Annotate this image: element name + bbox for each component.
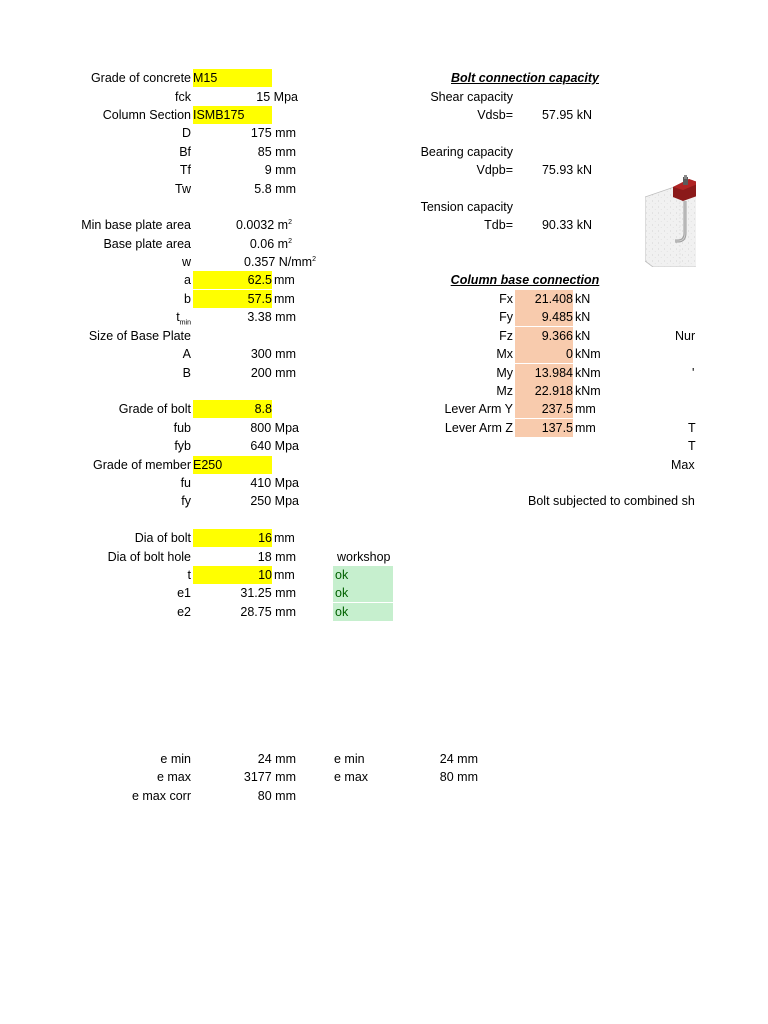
- value-fu: 410 Mpa: [250, 476, 299, 490]
- label-fu: fu: [180, 476, 191, 490]
- label-e-min: e min: [160, 752, 191, 766]
- label-e-max: e max: [156, 770, 191, 784]
- value-vdsb: 57.95 kN: [541, 108, 592, 122]
- label-e1: e1: [177, 586, 191, 600]
- unit-mx: kNm: [575, 347, 601, 361]
- label-fck: fck: [175, 90, 191, 104]
- label-dia-of-bolt-hole: Dia of bolt hole: [107, 550, 191, 564]
- label-mx: Mx: [496, 347, 513, 361]
- anchor-bolt-3d-illustration-icon: [645, 175, 696, 267]
- value-base-plate-area: 0.06 $m^2$: [249, 237, 292, 251]
- unit-a: mm: [274, 273, 295, 287]
- label-b: b: [184, 292, 191, 306]
- label-Bf: Bf: [179, 145, 191, 159]
- label-vdpb: Vdpb=: [476, 163, 513, 177]
- value-Tf: 9 mm: [264, 163, 296, 177]
- cut-label-t2: T: [688, 439, 696, 453]
- label-D: D: [181, 126, 191, 140]
- label-Tw: Tw: [175, 182, 191, 196]
- cut-label-t1: T: [688, 421, 696, 435]
- input-grade-of-concrete[interactable]: M15: [193, 69, 272, 87]
- label-tdb: Tdb=: [484, 218, 513, 232]
- value-lever-arm-z[interactable]: 137.5: [515, 419, 573, 437]
- unit-fz: kN: [575, 329, 591, 343]
- value-e1: 31.25 mm: [240, 586, 296, 600]
- value-lever-arm-y[interactable]: 237.5: [515, 400, 573, 418]
- input-column-section[interactable]: ISMB175: [193, 106, 272, 124]
- value-mx[interactable]: 0: [515, 345, 573, 363]
- label-fy-load: Fy: [499, 310, 513, 324]
- label-e2: e2: [177, 605, 191, 619]
- cut-label-nur: Nur: [675, 329, 696, 343]
- unit-mz: kNm: [575, 384, 601, 398]
- unit-t: mm: [274, 568, 295, 582]
- unit-my: kNm: [575, 366, 601, 380]
- value-e-max-corr: 80 mm: [257, 789, 296, 803]
- label-mz: Mz: [496, 384, 513, 398]
- label-e-min-mid: e min: [334, 752, 365, 766]
- value-fx[interactable]: 21.408: [515, 290, 573, 308]
- label-grade-of-member: Grade of member: [93, 458, 191, 472]
- label-a: a: [184, 273, 191, 287]
- label-base-plate-area: Base plate area: [103, 237, 191, 251]
- anchor-bolt-svg: [645, 175, 696, 267]
- note-workshop: workshop: [337, 550, 391, 564]
- label-e-max-mid: e max: [334, 770, 369, 784]
- label-fx: Fx: [499, 292, 513, 306]
- value-e-min: 24 mm: [257, 752, 296, 766]
- cut-label-max: Max: [671, 458, 695, 472]
- value-Bf: 85 mm: [257, 145, 296, 159]
- value-tdb: 90.33 kN: [541, 218, 592, 232]
- label-vdsb: Vdsb=: [477, 108, 513, 122]
- unit-dia-of-bolt: mm: [274, 531, 295, 545]
- label-fyb: fyb: [174, 439, 191, 453]
- label-fub: fub: [173, 421, 191, 435]
- input-grade-of-bolt[interactable]: 8.8: [193, 400, 272, 418]
- unit-fx: kN: [575, 292, 591, 306]
- label-fz: Fz: [499, 329, 513, 343]
- label-A: A: [182, 347, 191, 361]
- unit-fy-load: kN: [575, 310, 591, 324]
- label-e-max-corr: e max corr: [131, 789, 191, 803]
- value-Tw: 5.8 mm: [254, 182, 296, 196]
- label-dia-of-bolt: Dia of bolt: [134, 531, 191, 545]
- heading-shear-capacity: Shear capacity: [430, 90, 513, 104]
- label-lever-arm-y: Lever Arm Y: [444, 402, 513, 416]
- value-fy-load[interactable]: 9.485: [515, 308, 573, 326]
- check-t-ok: ok: [333, 566, 393, 584]
- value-e-max: 3177 mm: [243, 770, 296, 784]
- label-grade-of-bolt: Grade of bolt: [118, 402, 191, 416]
- label-tmin: $t_{min}$: [176, 310, 191, 327]
- value-dia-of-bolt-hole: 18 mm: [257, 550, 296, 564]
- heading-tension-capacity: Tension capacity: [420, 200, 513, 214]
- value-fz[interactable]: 9.366: [515, 327, 573, 345]
- value-w: 0.357 $N/mm^2$: [244, 255, 316, 269]
- label-size-of-base-plate: Size of Base Plate: [88, 329, 191, 343]
- value-fub: 800 Mpa: [250, 421, 299, 435]
- heading-bearing-capacity: Bearing capacity: [420, 145, 513, 159]
- label-w: w: [181, 255, 191, 269]
- label-my: My: [496, 366, 513, 380]
- value-e-max-mid: 80 mm: [439, 770, 478, 784]
- value-D: 175 mm: [250, 126, 296, 140]
- label-t: t: [187, 568, 191, 582]
- value-my[interactable]: 13.984: [515, 364, 573, 382]
- value-mz[interactable]: 22.918: [515, 382, 573, 400]
- label-column-section: Column Section: [102, 108, 191, 122]
- value-fy: 250 Mpa: [250, 494, 299, 508]
- input-t[interactable]: 10: [193, 566, 272, 584]
- value-A: 300 mm: [250, 347, 296, 361]
- value-min-base-plate-area: 0.0032 $m^2$: [235, 218, 292, 232]
- note-bolt-combined: Bolt subjected to combined sh: [528, 494, 695, 508]
- input-a[interactable]: 62.5: [193, 271, 272, 289]
- value-e2: 28.75 mm: [240, 605, 296, 619]
- cut-label-quote: ': [692, 366, 695, 380]
- value-fck: 15 Mpa: [256, 90, 298, 104]
- unit-lever-arm-y: mm: [575, 402, 596, 416]
- check-e1-ok: ok: [333, 584, 393, 602]
- value-e-min-mid: 24 mm: [439, 752, 478, 766]
- label-min-base-plate-area: Min base plate area: [81, 218, 191, 232]
- input-b[interactable]: 57.5: [193, 290, 272, 308]
- value-B: 200 mm: [250, 366, 296, 380]
- label-lever-arm-z: Lever Arm Z: [444, 421, 513, 435]
- label-fy: fy: [181, 494, 191, 508]
- value-fyb: 640 Mpa: [250, 439, 299, 453]
- title-bolt-connection-capacity: Bolt connection capacity: [451, 71, 599, 85]
- value-tmin: 3.38 mm: [247, 310, 296, 324]
- check-e2-ok: ok: [333, 603, 393, 621]
- label-grade-of-concrete: Grade of concrete: [90, 71, 191, 85]
- title-column-base-connection: Column base connection: [450, 273, 600, 287]
- input-dia-of-bolt[interactable]: 16: [193, 529, 272, 547]
- value-vdpb: 75.93 kN: [541, 163, 592, 177]
- label-Tf: Tf: [179, 163, 191, 177]
- input-grade-of-member[interactable]: E250: [193, 456, 272, 474]
- label-B: B: [182, 366, 191, 380]
- unit-lever-arm-z: mm: [575, 421, 596, 435]
- unit-b: mm: [274, 292, 295, 306]
